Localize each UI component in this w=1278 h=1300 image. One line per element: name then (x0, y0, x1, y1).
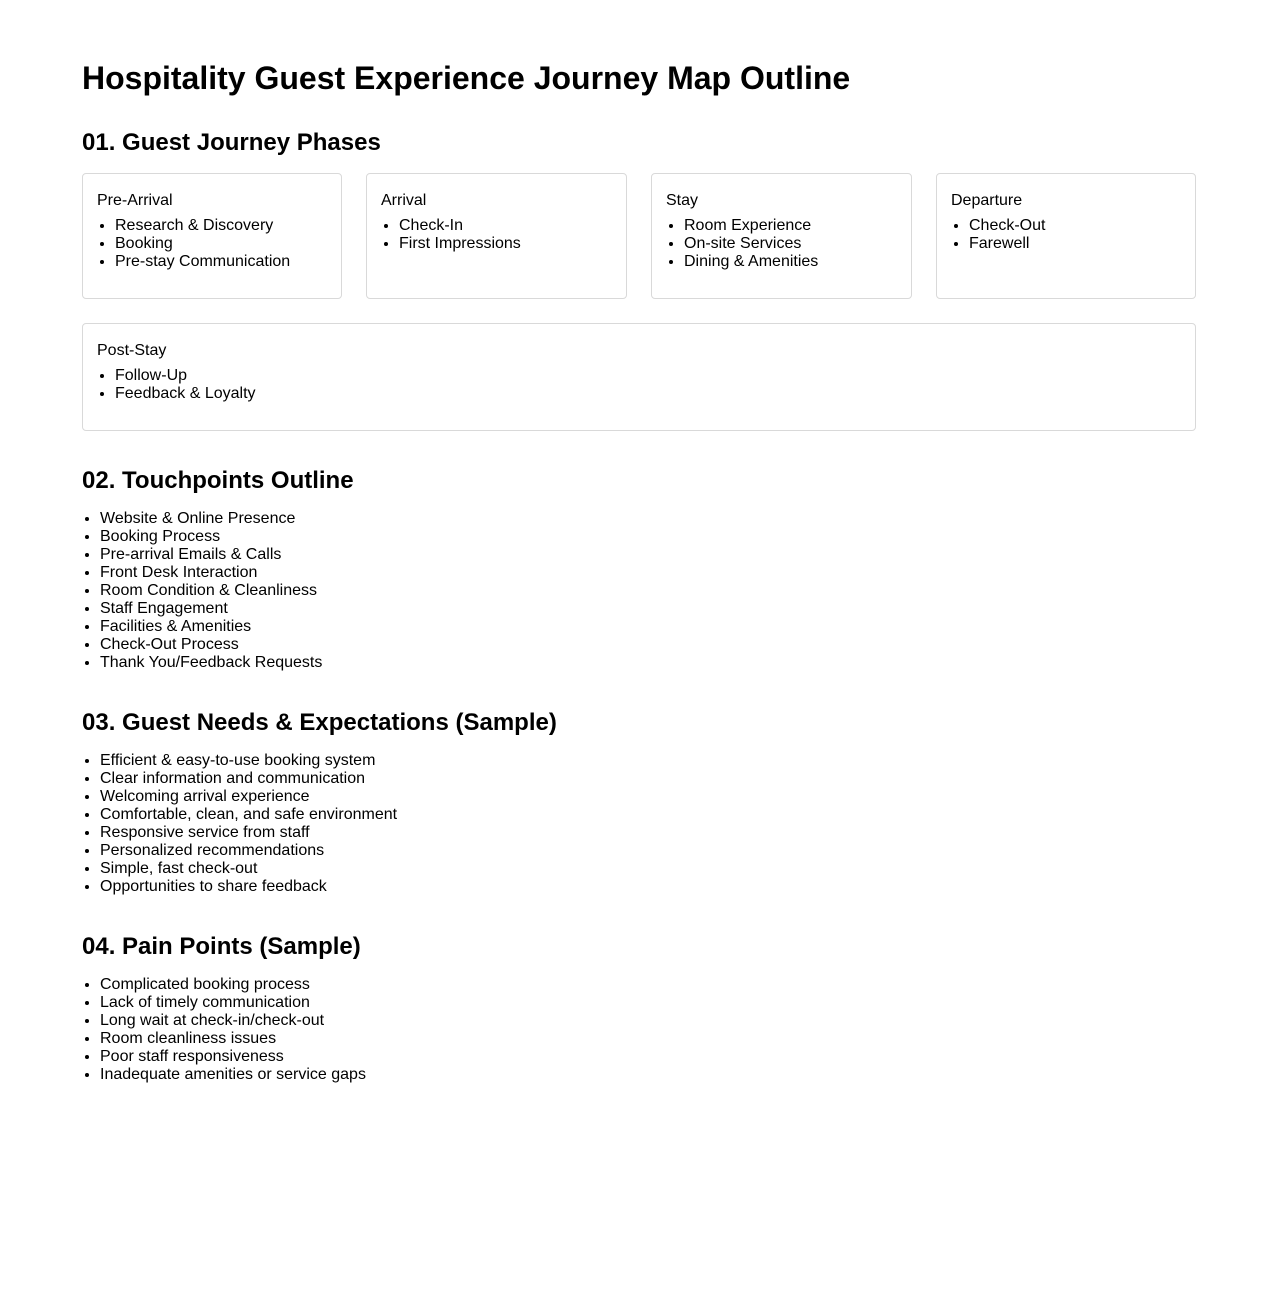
touchpoints-heading: 02. Touchpoints Outline (82, 467, 354, 494)
list-item: • Room Experience (684, 217, 897, 235)
phase-card-list (951, 217, 1181, 253)
needs-heading: 03. Guest Needs & Expectations (Sample) (82, 709, 557, 736)
phase-card-list (97, 217, 327, 271)
list-item: • Check-In (399, 217, 612, 235)
list-item: • Staff Engagement (100, 600, 322, 618)
phase-card-pre-arrival (82, 173, 342, 299)
pain-points-heading: 04. Pain Points (Sample) (82, 933, 361, 960)
list-item: • Long wait at check-in/check-out (100, 1012, 366, 1030)
phase-card-title: Stay (666, 192, 699, 209)
list-item: • Front Desk Interaction (100, 564, 322, 582)
list-item: • Lack of timely communication (100, 994, 366, 1012)
list-item: • Dining & Amenities (684, 253, 897, 271)
list-item: • Room cleanliness issues (100, 1030, 366, 1048)
list-item: • Room Condition & Cleanliness (100, 582, 322, 600)
list-item: • Follow-Up (115, 367, 1181, 385)
phase-card-title: Arrival (381, 192, 427, 209)
list-item: • Website & Online Presence (100, 510, 322, 528)
list-item: • Check-Out Process (100, 636, 322, 654)
phase-card-departure (936, 173, 1196, 299)
list-item: • Research & Discovery (115, 217, 327, 235)
list-item: • Booking Process (100, 528, 322, 546)
list-item: • Pre-arrival Emails & Calls (100, 546, 322, 564)
phase-card-title: Pre-Arrival (97, 192, 173, 209)
list-item: • Thank You/Feedback Requests (100, 654, 322, 672)
list-item: • Pre-stay Communication (115, 253, 327, 271)
list-item: • Booking (115, 235, 327, 253)
page-title: Hospitality Guest Experience Journey Map Outline (82, 60, 851, 96)
list-item: • First Impressions (399, 235, 612, 253)
phase-card-title: Departure (951, 192, 1023, 209)
phase-card-title: Post-Stay (97, 342, 167, 359)
list-item: • Feedback & Loyalty (115, 385, 1181, 403)
touchpoints-list (82, 510, 322, 672)
needs-list (82, 752, 397, 896)
list-item: • Farewell (969, 235, 1181, 253)
phase-card-arrival (366, 173, 627, 299)
pain-points-list (82, 976, 366, 1084)
list-item: • Efficient & easy-to-use booking system (100, 752, 397, 770)
phase-card-list (381, 217, 612, 253)
list-item: • Personalized recommendations (100, 842, 397, 860)
list-item: • Facilities & Amenities (100, 618, 322, 636)
phases-heading: 01. Guest Journey Phases (82, 129, 381, 156)
phase-card-post-stay (82, 323, 1196, 431)
list-item: • Check-Out (969, 217, 1181, 235)
list-item: • Poor staff responsiveness (100, 1048, 366, 1066)
list-item: • Simple, fast check-out (100, 860, 397, 878)
list-item: • Inadequate amenities or service gaps (100, 1066, 366, 1084)
phase-card-list (97, 367, 1181, 403)
list-item: • Responsive service from staff (100, 824, 397, 842)
list-item: • On-site Services (684, 235, 897, 253)
list-item: • Complicated booking process (100, 976, 366, 994)
list-item: • Clear information and communication (100, 770, 397, 788)
phase-card-list (666, 217, 897, 271)
list-item: • Opportunities to share feedback (100, 878, 397, 896)
phase-card-stay (651, 173, 912, 299)
list-item: • Welcoming arrival experience (100, 788, 397, 806)
list-item: • Comfortable, clean, and safe environment (100, 806, 397, 824)
